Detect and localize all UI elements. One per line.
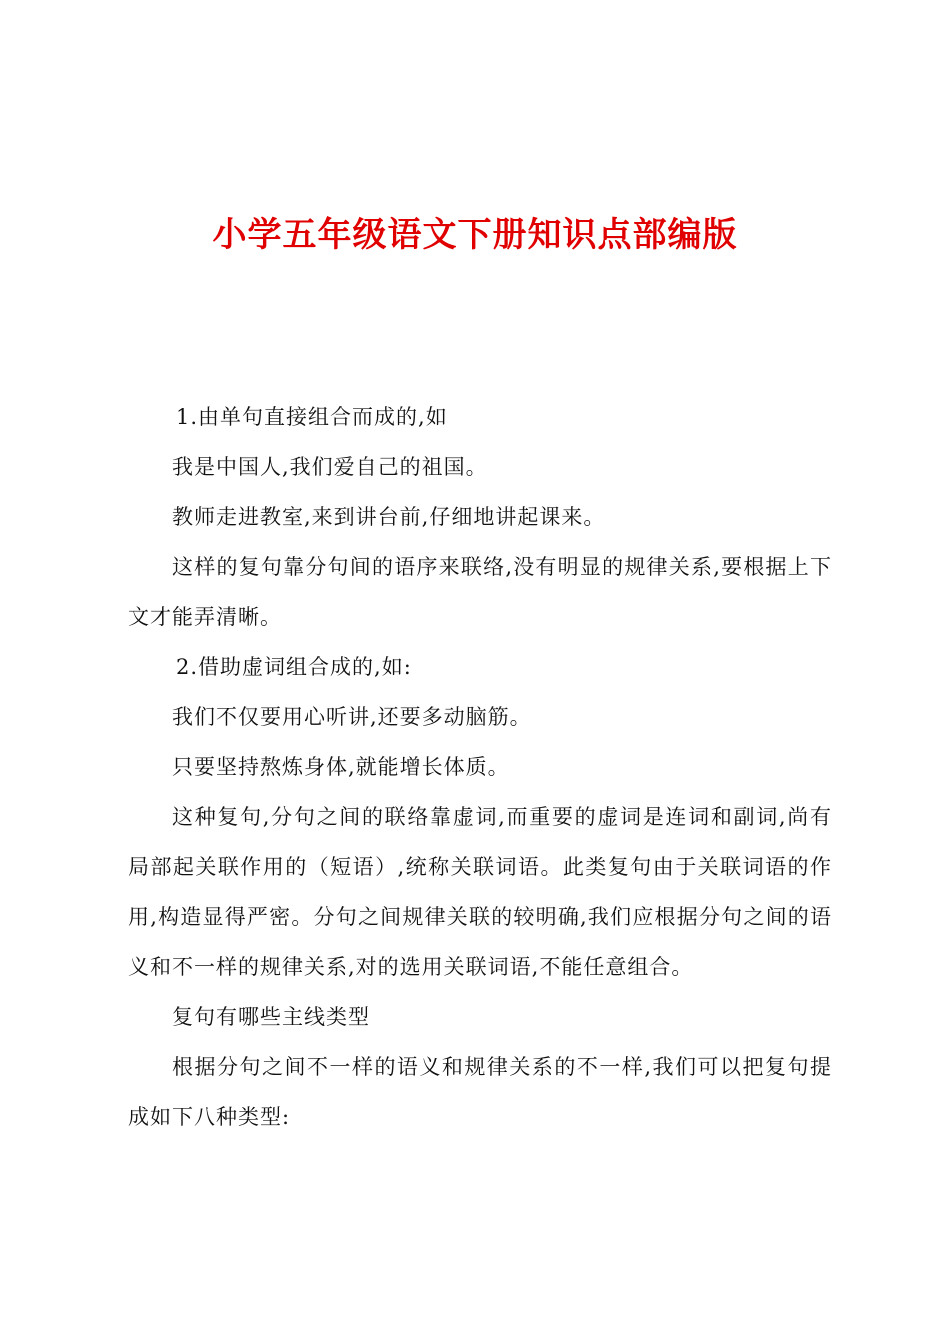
paragraph: 教师走进教室,来到讲台前,仔细地讲起课来。 [172, 505, 606, 529]
paragraph: 我是中国人,我们爱自己的祖国。 [172, 455, 488, 479]
document-title: 小学五年级语文下册知识点部编版 [212, 215, 738, 255]
paragraph: 1.由单句直接组合而成的,如 [176, 405, 448, 429]
paragraph: 只要坚持熬炼身体,就能增长体质。 [172, 755, 510, 779]
paragraph: 复句有哪些主线类型 [172, 1005, 370, 1029]
document-body [128, 392, 832, 1142]
paragraph: 我们不仅要用心听讲,还要多动脑筋。 [172, 705, 532, 729]
paragraph: 这种复句,分句之间的联络靠虚词,而重要的虚词是连词和副词,尚有局部起关联作用的（短语）,统称关联词语。此类复句由于关联词语的作用,构造显得严密。分句之间规律关联的较明确,我们应根据分句之间的语义和不一样的规律关系,对的选用关联词语,不能任意组合。 [128, 805, 832, 979]
paragraph: 2.借助虚词组合成的,如: [176, 655, 412, 679]
paragraph: 根据分句之间不一样的语义和规律关系的不一样,我们可以把复句提成如下八种类型: [128, 1055, 832, 1129]
paragraph: 这样的复句靠分句间的语序来联络,没有明显的规律关系,要根据上下文才能弄清晰。 [128, 555, 832, 629]
